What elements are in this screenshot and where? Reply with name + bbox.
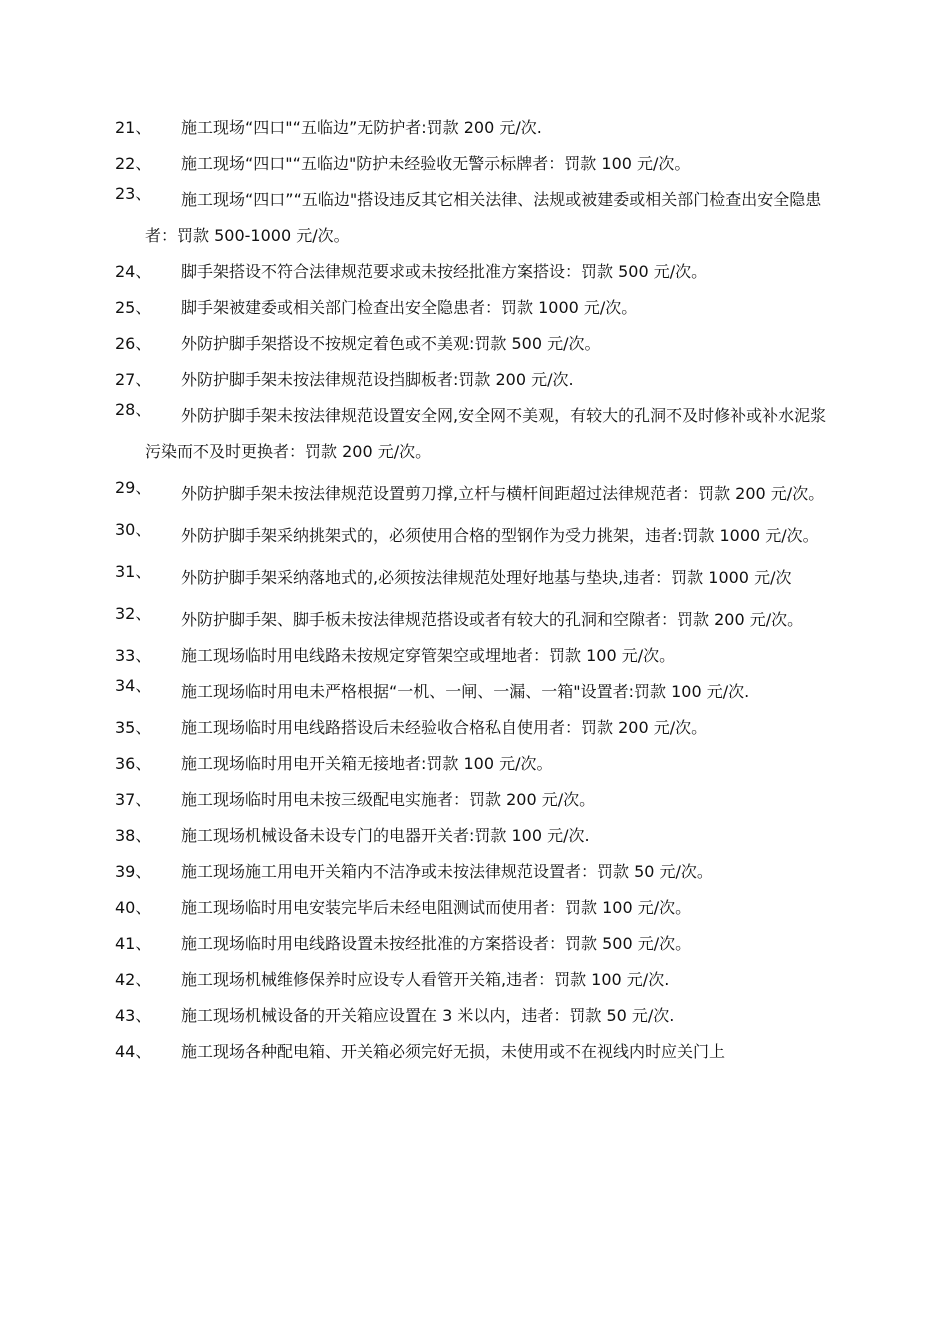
item-text: 施工现场临时用电线路搭设后未经验收合格私自使用者：罚款 200 元/次。	[181, 718, 708, 737]
item-text: 施工现场施工用电开关箱内不洁净或未按法律规范设置者：罚款 50 元/次。	[181, 862, 713, 881]
item-number: 25、	[115, 298, 152, 317]
list-item	[115, 1004, 840, 1028]
item-text: 脚手架搭设不符合法律规范要求或未按经批准方案搭设：罚款 500 元/次。	[181, 262, 708, 281]
list-item	[115, 152, 840, 176]
item-number: 27、	[115, 370, 152, 389]
list-item	[115, 788, 840, 812]
item-number: 28、	[115, 400, 152, 419]
item-text: 外防护脚手架未按法律规范设置剪刀撑,立杆与横杆间距超过法律规范者：罚款 200 元/次。	[181, 484, 825, 503]
item-text: 外防护脚手架未按法律规范设挡脚板者:罚款 200 元/次.	[181, 370, 574, 389]
item-text: 施工现场机械维修保养时应设专人看管开关箱,违者：罚款 100 元/次.	[181, 970, 670, 989]
item-number: 33、	[115, 646, 152, 665]
item-number: 40、	[115, 898, 152, 917]
item-text: 施工现场临时用电线路设置未按经批准的方案搭设者：罚款 500 元/次。	[181, 934, 692, 953]
list-item	[115, 752, 840, 776]
item-number: 22、	[115, 154, 152, 173]
list-item	[115, 824, 840, 848]
item-number: 41、	[115, 934, 152, 953]
item-text: 外防护脚手架、脚手板未按法律规范搭设或者有较大的孔洞和空隙者：罚款 200 元/次。	[181, 610, 804, 629]
regulation-list	[115, 116, 840, 1076]
list-item	[115, 968, 840, 992]
item-number: 24、	[115, 262, 152, 281]
item-text: 施工现场“四口”“五临边"搭设违反其它相关法律、法规或被建委或相关部门检查出安全隐患者：罚款 500-1000 元/次。	[145, 190, 822, 245]
list-item	[115, 644, 840, 668]
item-number: 38、	[115, 826, 152, 845]
item-number: 42、	[115, 970, 152, 989]
list-item	[115, 560, 840, 596]
list-item	[115, 602, 840, 638]
item-text: 外防护脚手架采纳挑架式的，必须使用合格的型钢作为受力挑架，违者:罚款 1000 元/次。	[181, 526, 819, 545]
list-item	[115, 116, 840, 140]
item-number: 29、	[115, 478, 152, 497]
item-number: 43、	[115, 1006, 152, 1025]
item-number: 30、	[115, 520, 152, 539]
list-item	[115, 476, 840, 512]
item-number: 39、	[115, 862, 152, 881]
item-text: 外防护脚手架采纳落地式的,必须按法律规范处理好地基与垫块,违者：罚款 1000 元/次	[181, 568, 792, 587]
item-text: 施工现场临时用电安装完毕后未经电阻测试而使用者：罚款 100 元/次。	[181, 898, 692, 917]
item-number: 37、	[115, 790, 152, 809]
item-text: 外防护脚手架搭设不按规定着色或不美观:罚款 500 元/次。	[181, 334, 601, 353]
item-number: 36、	[115, 754, 152, 773]
item-text: 施工现场各种配电箱、开关箱必须完好无损，未使用或不在视线内时应关门上	[181, 1042, 726, 1061]
item-text: 施工现场机械设备未设专门的电器开关者:罚款 100 元/次.	[181, 826, 590, 845]
list-item	[115, 674, 840, 710]
list-item	[115, 860, 840, 884]
item-number: 26、	[115, 334, 152, 353]
list-item	[115, 260, 840, 284]
list-item	[115, 896, 840, 920]
item-text: 施工现场临时用电未严格根据“一机、一闸、一漏、一箱"设置者:罚款 100 元/次.	[181, 682, 750, 701]
item-number: 23、	[115, 184, 152, 203]
item-text: 施工现场“四口"“五临边”无防护者:罚款 200 元/次.	[181, 118, 542, 137]
item-text: 施工现场机械设备的开关箱应设置在 3 米以内，违者：罚款 50 元/次.	[181, 1006, 675, 1025]
list-item	[115, 296, 840, 320]
item-number: 32、	[115, 604, 152, 623]
list-item	[115, 518, 840, 554]
list-item	[115, 332, 840, 356]
item-text: 施工现场临时用电线路未按规定穿管架空或埋地者：罚款 100 元/次。	[181, 646, 676, 665]
item-number: 35、	[115, 718, 152, 737]
item-text: 脚手架被建委或相关部门检查出安全隐患者：罚款 1000 元/次。	[181, 298, 638, 317]
list-item	[115, 1040, 840, 1064]
item-number: 31、	[115, 562, 152, 581]
list-item	[115, 932, 840, 956]
list-item	[115, 182, 840, 254]
list-item	[115, 716, 840, 740]
item-text: 外防护脚手架未按法律规范设置安全网,安全网不美观，有较大的孔洞不及时修补或补水泥浆污染而不及时更换者：罚款 200 元/次。	[145, 406, 827, 461]
list-item	[115, 398, 840, 470]
item-number: 21、	[115, 118, 152, 137]
item-text: 施工现场“四口"“五临边"防护未经验收无警示标牌者：罚款 100 元/次。	[181, 154, 691, 173]
list-item	[115, 368, 840, 392]
item-text: 施工现场临时用电开关箱无接地者:罚款 100 元/次。	[181, 754, 553, 773]
item-text: 施工现场临时用电未按三级配电实施者：罚款 200 元/次。	[181, 790, 596, 809]
item-number: 34、	[115, 676, 152, 695]
item-number: 44、	[115, 1042, 152, 1061]
